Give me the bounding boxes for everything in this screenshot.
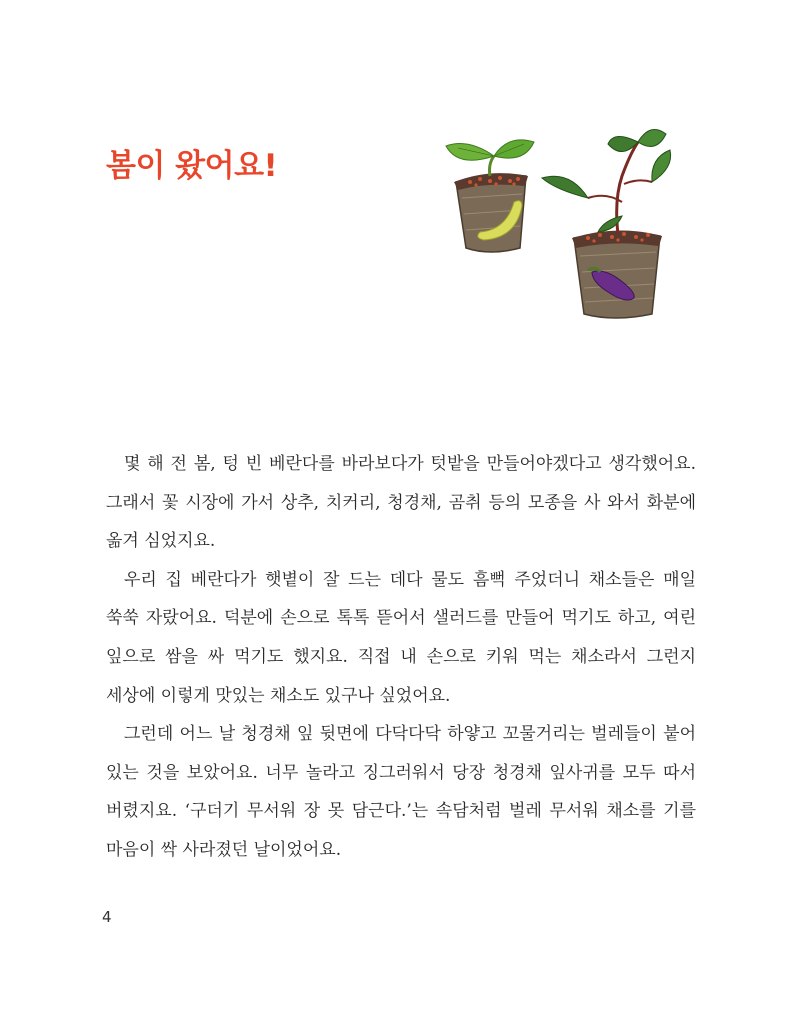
paragraph: 몇 해 전 봄, 텅 빈 베란다를 바라보다가 텃밭을 만들어야겠다고 생각했어요. 그래서 꽃 시장에 가서 상추, 치커리, 청경채, 곰취 등의 모종을 사 와서 화분에 옮겨 심었지요. — [106, 454, 696, 552]
page-number: 4 — [102, 908, 112, 926]
paragraph: 그런데 어느 날 청경채 잎 뒷면에 다닥다닥 하얗고 꼬물거리는 벌레들이 붙어 있는 것을 보았어요. 너무 놀라고 징그러워서 당장 청경채 잎사귀를 모두 따서 버렸지요. ‘구더기 무서워 장 못 담근다.’는 속담처럼 벌레 무서워 채소를 기를 마음이 싹 사라졌던 날이었어요. — [106, 724, 696, 860]
seedling-pots-illustration — [438, 120, 678, 325]
cucumber-pot-icon — [446, 140, 534, 252]
eggplant-pot-icon — [542, 130, 671, 319]
paragraph: 우리 집 베란다가 햇볕이 잘 드는 데다 물도 흠뻑 주었더니 채소들은 매일 쑥쑥 자랐어요. 덕분에 손으로 톡톡 뜯어서 샐러드를 만들어 먹기도 하고, 여린 잎으로 쌈을 싸 먹기도 했지요. 직접 내 손으로 키워 먹는 채소라서 그런지 세상에 이렇게 맛있는 채소도 있구나 싶었어요. — [106, 569, 696, 706]
body-text — [106, 445, 696, 870]
page-title: 봄이 왔어요! — [106, 148, 278, 184]
